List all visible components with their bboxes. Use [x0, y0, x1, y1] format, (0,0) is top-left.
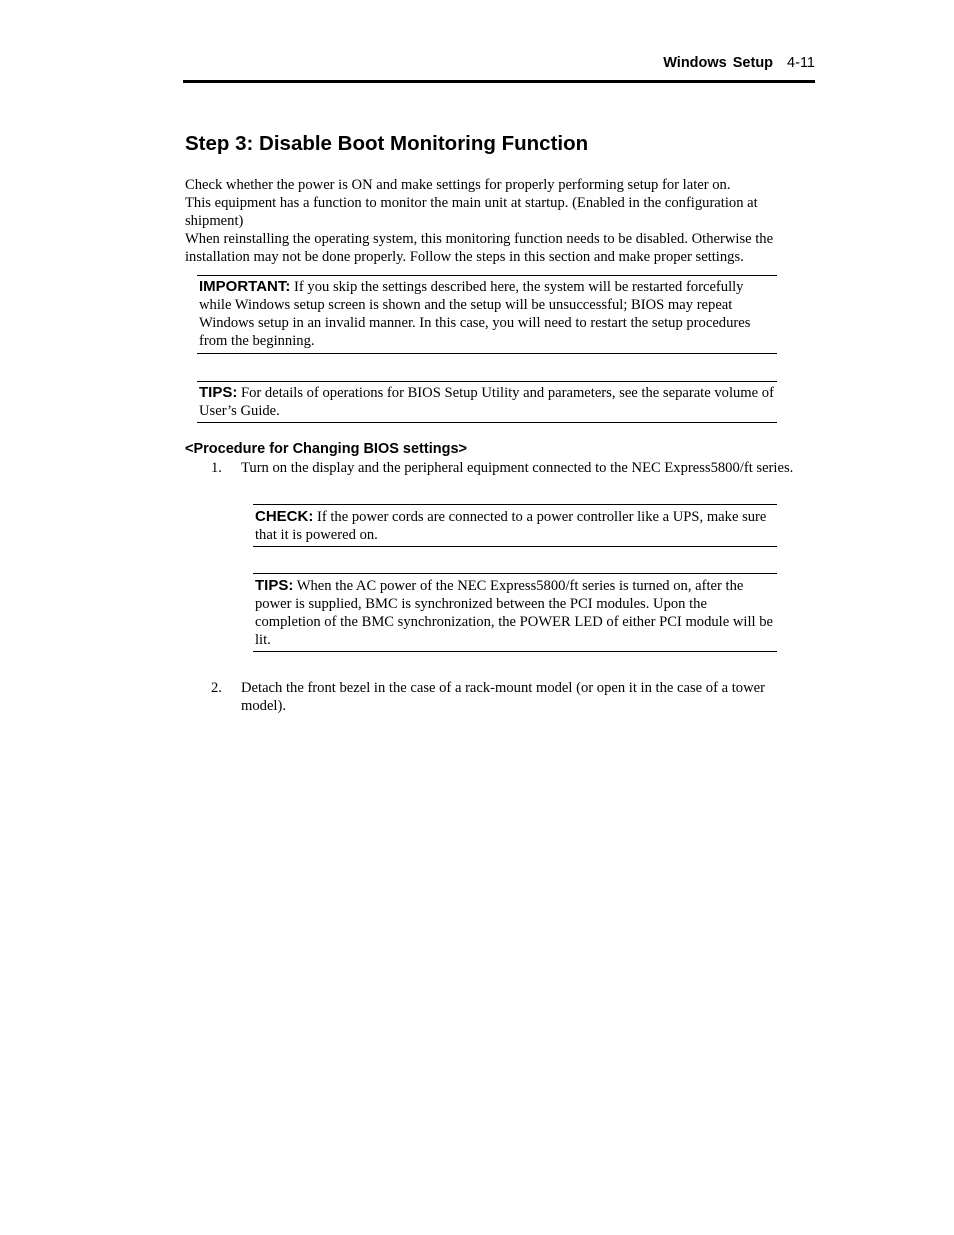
intro-line-2: This equipment has a function to monitor the main unit at startup. (Enabled in the configuration at shipment): [185, 195, 758, 229]
tips-label: TIPS:: [199, 384, 238, 401]
tips-text-2: When the AC power of the NEC Express5800/ft series is turned on, after the power is supplied, BMC is synchronized between the PCI modules. Upon the completion of the BMC synchronization, the POWER LED of either PCI module will be lit.: [255, 578, 773, 648]
procedure-step-1: [211, 459, 806, 477]
header-rule: [183, 80, 815, 83]
procedure-heading: <Procedure for Changing BIOS settings>: [185, 441, 467, 457]
step-text: Detach the front bezel in the case of a rack-mount model (or open it in the case of a tower model).: [241, 680, 765, 714]
tips-text: For details of operations for BIOS Setup Utility and parameters, see the separate volume of User’s Guide.: [199, 385, 774, 419]
intro-line-1: Check whether the power is ON and make settings for properly performing setup for later on.: [185, 177, 731, 193]
tips-note: [197, 381, 777, 423]
important-note: [197, 275, 777, 354]
page-title: Step 3: Disable Boot Monitoring Function: [185, 132, 589, 155]
intro-line-3: When reinstalling the operating system, this monitoring function needs to be disabled. Otherwise the installation may not be done properly. Follow the steps in this section and make proper settings.: [185, 231, 774, 265]
important-text: If you skip the settings described here, the system will be restarted forcefully while Windows setup screen is shown and the setup will be unsuccessful; BIOS may repeat Windows setup in an invalid manner. In this case, you will need to restart the setup procedures from the beginning.: [199, 279, 751, 349]
tips-label-2: TIPS:: [255, 577, 294, 594]
intro-paragraph: [185, 176, 810, 266]
step-number: 1.: [211, 460, 222, 476]
important-label: IMPORTANT:: [199, 278, 291, 295]
tips-note-2: [253, 573, 777, 652]
step-text: Turn on the display and the peripheral equipment connected to the NEC Express5800/ft series.: [241, 460, 794, 476]
header-section-title: Windows Setup: [663, 55, 774, 71]
check-text: If the power cords are connected to a power controller like a UPS, make sure that it is powered on.: [255, 509, 767, 543]
step-number: 2.: [211, 680, 222, 696]
page-number: 4-11: [787, 55, 815, 71]
procedure-step-2: [211, 679, 806, 715]
page-header: [183, 55, 815, 71]
check-label: CHECK:: [255, 508, 314, 525]
check-note: [253, 504, 777, 547]
